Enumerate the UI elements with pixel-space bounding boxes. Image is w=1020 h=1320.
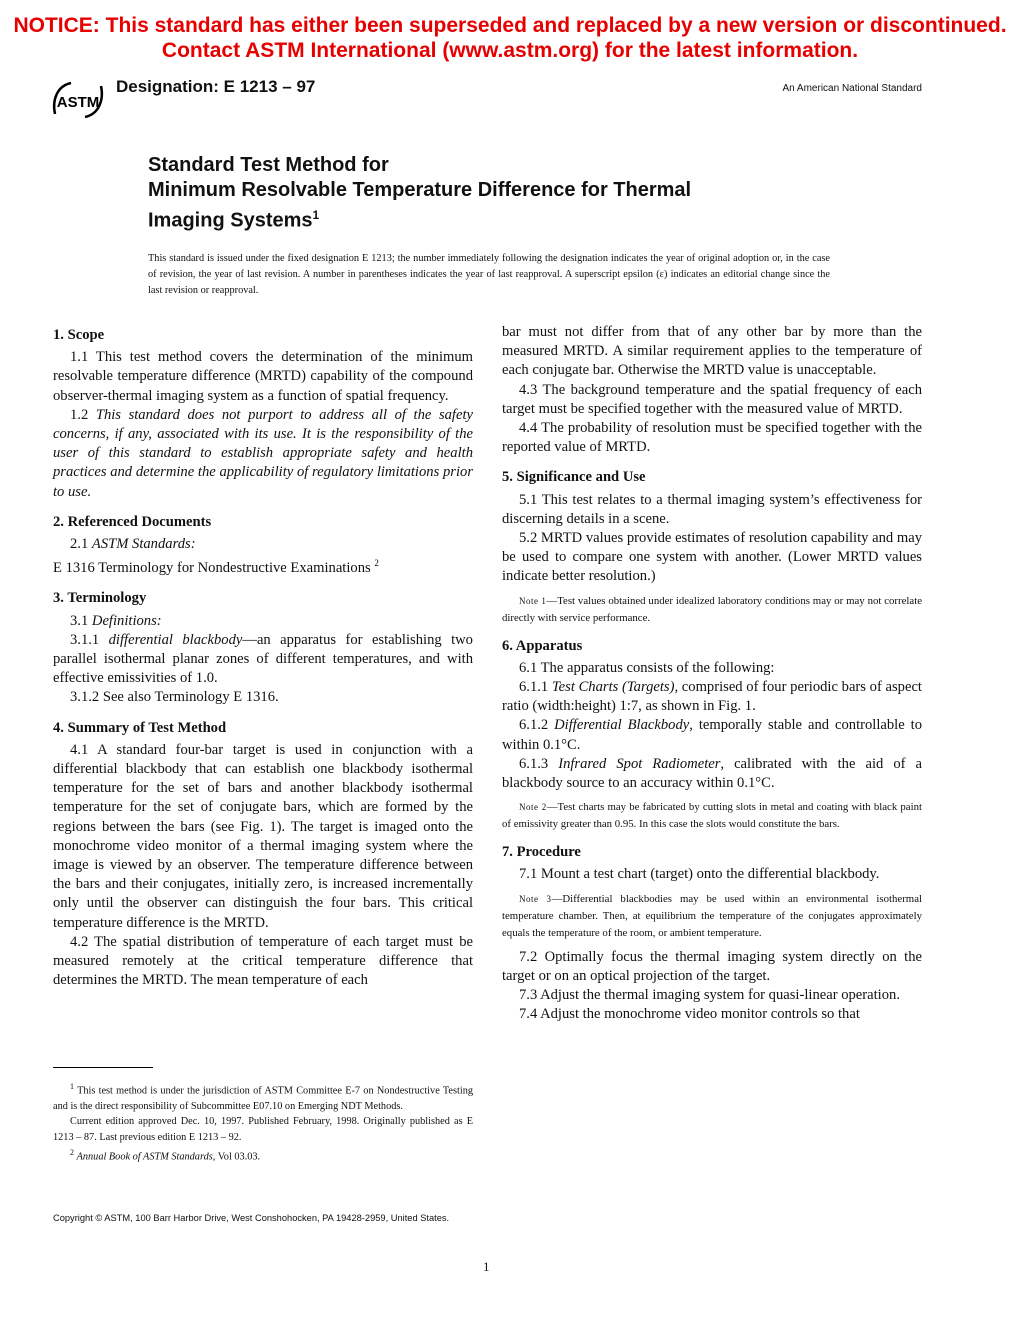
para-3-1: 3.1 Definitions: [70, 612, 162, 629]
para-4-4: 4.4 The probability of resolution must be specified together with the reported value of MRTD. [502, 420, 922, 456]
para-7-1: 7.1 Mount a test chart (target) onto the differential blackbody. [519, 866, 880, 883]
note-2: Note 2—Test charts may be fabricated by cutting slots in metal and coating with black paint of emissivity greater than 0.95. In this case the slots would constitute the bars. [502, 801, 922, 831]
title-footnote-ref[interactable]: 1 [312, 208, 320, 222]
title-line-1: Standard Test Method for [148, 154, 389, 176]
page-number: 1 [483, 1259, 490, 1274]
para-4-2-cont: bar must not differ from that of any other bar by more than the measured MRTD. A similar requirement applies to the temperature of each conjugate bar. Otherwise the MRTD value is unacceptable. [502, 324, 922, 379]
note-3: Note 3—Differential blackbodies may be used within an environmental isothermal temperature chamber. Then, at equilibrium the temperature of the conjugates approximately equals the temperature of the room, or ambient temperature. [502, 892, 922, 939]
astm-logo [51, 80, 105, 120]
footnotes [53, 1079, 473, 1165]
section-3-heading: 3. Terminology [53, 590, 147, 607]
notice-line-1: NOTICE: This standard has either been superseded and replaced by a new version or discontinued. [13, 14, 1007, 37]
para-4-2: 4.2 The spatial distribution of temperature of each target must be measured remotely at the critical temperature difference that determines the MRTD. The mean temperature of each [53, 933, 473, 989]
para-4-3: 4.3 The background temperature and the spatial frequency of each target must be specified together with the measured value of MRTD. [502, 381, 922, 417]
title-line-2: Minimum Resolvable Temperature Difference for Thermal [148, 179, 692, 201]
section-7-heading: 7. Procedure [502, 844, 581, 861]
footnote-divider [53, 1067, 153, 1068]
notice-banner [0, 13, 1020, 63]
footnote-2: $^2$ Annual Book of ASTM Standards, Vol 03.03. [70, 1148, 261, 1163]
para-6-1: 6.1 The apparatus consists of the following: [519, 659, 775, 676]
right-column [502, 323, 922, 1024]
section-6-heading: 6. Apparatus [502, 637, 583, 654]
title-line-3: Imaging Systems$^1$ [148, 208, 320, 232]
note-1: Note 1—Test values obtained under idealized laboratory conditions may or may not correlate directly with service performance. [502, 594, 922, 624]
designation: Designation: E 1213 – 97 [116, 77, 316, 96]
para-6-1-1: 6.1.1 Test Charts (Targets), comprised of four periodic bars of aspect ratio (width:height) 1:7, as shown in Fig. 1. [502, 679, 922, 715]
para-3-1-2: 3.1.2 See also Terminology E 1316. [70, 689, 279, 706]
reference-e1316: E 1316 Terminology for Nondestructive Examinations $^2$ [53, 558, 379, 577]
logo-text: ASTM [56, 94, 100, 111]
copyright: Copyright © ASTM, 100 Barr Harbor Drive, West Conshohocken, PA 19428-2959, United States. [53, 1213, 450, 1223]
section-1-heading: 1. Scope [53, 327, 105, 343]
para-6-1-2: 6.1.2 Differential Blackbody, temporally stable and controllable to within 0.1°C. [502, 717, 922, 753]
american-national-standard: An American National Standard [782, 83, 922, 94]
para-1-1: 1.1 This test method covers the determination of the minimum resolvable temperature difference (MRTD) capability of the compound observer-thermal imaging system as a function of spatial frequency. [53, 349, 473, 404]
notice-line-2: Contact ASTM International (www.astm.org) for the latest information. [161, 39, 859, 62]
section-2-heading: 2. Referenced Documents [53, 513, 212, 530]
para-5-2: 5.2 MRTD values provide estimates of resolution capability and may be used to compare one system with another. (Lower MRTD values indicate better resolution.) [502, 530, 922, 585]
para-3-1-1: 3.1.1 differential blackbody—an apparatus for establishing two parallel isothermal planar zones of different temperatures, and with effective emissivities of 1.0. [53, 631, 473, 687]
section-5-heading: 5. Significance and Use [502, 469, 646, 486]
section-4-heading: 4. Summary of Test Method [53, 719, 227, 736]
footnote-1-edition: Current edition approved Dec. 10, 1997. Published February, 1998. Originally published as E 1213 – 87. Last previous edition E 1213 – 92. [53, 1116, 473, 1143]
para-1-2: 1.2 This standard does not purport to address all of the safety concerns, if any, associated with its use. It is the responsibility of the user of this standard to establish appropriate safety and health practices and determine the applicability of regulatory limitations prior to use. [53, 406, 473, 500]
para-6-1-3: 6.1.3 Infrared Spot Radiometer, calibrated with the aid of a blackbody source to an accuracy within 0.1°C. [502, 755, 922, 792]
issued-statement: This standard is issued under the fixed designation E 1213; the number immediately following the designation indicates the year of original adoption or, in the case of revision, the year of last revision. A number in parentheses indicates the year of last reapproval. A superscript epsilon (ε) indicates an editorial change since the last revision or reapproval. [148, 253, 830, 296]
document-title [148, 153, 908, 234]
para-7-3: 7.3 Adjust the thermal imaging system for quasi-linear operation. [519, 987, 900, 1004]
para-5-1: 5.1 This test relates to a thermal imaging system’s effectiveness for discerning details in a scene. [502, 491, 922, 527]
para-7-4: 7.4 Adjust the monochrome video monitor controls so that [519, 1006, 860, 1023]
para-4-1: 4.1 A standard four-bar target is used in conjunction with a differential blackbody that can establish one blackbody isothermal temperature for the set of bars and another blackbody isothermal temperature for the set of conjugate bars, which are formed by the regions between the bars (see Fig. 1). The target is imaged onto the monochrome video monitor of a thermal imaging system where the image is viewed by an observer. The temperature difference between the bars and their conjugates, initially zero, is increased incrementally only until the observer can distinguish the four bars. This critical temperature difference is the MRTD. [53, 741, 473, 931]
left-column [53, 323, 473, 990]
para-2-1: 2.1 ASTM Standards: [70, 536, 196, 553]
footnote-1: $^1$ This test method is under the jurisdiction of ASTM Committee E-7 on Nondestructive Testing and is the direct responsibility of Subcommittee E07.10 on Emerging NDT Methods. [53, 1082, 473, 1112]
para-7-2: 7.2 Optimally focus the thermal imaging system directly on the target or on an optical projection of the target. [502, 948, 922, 984]
